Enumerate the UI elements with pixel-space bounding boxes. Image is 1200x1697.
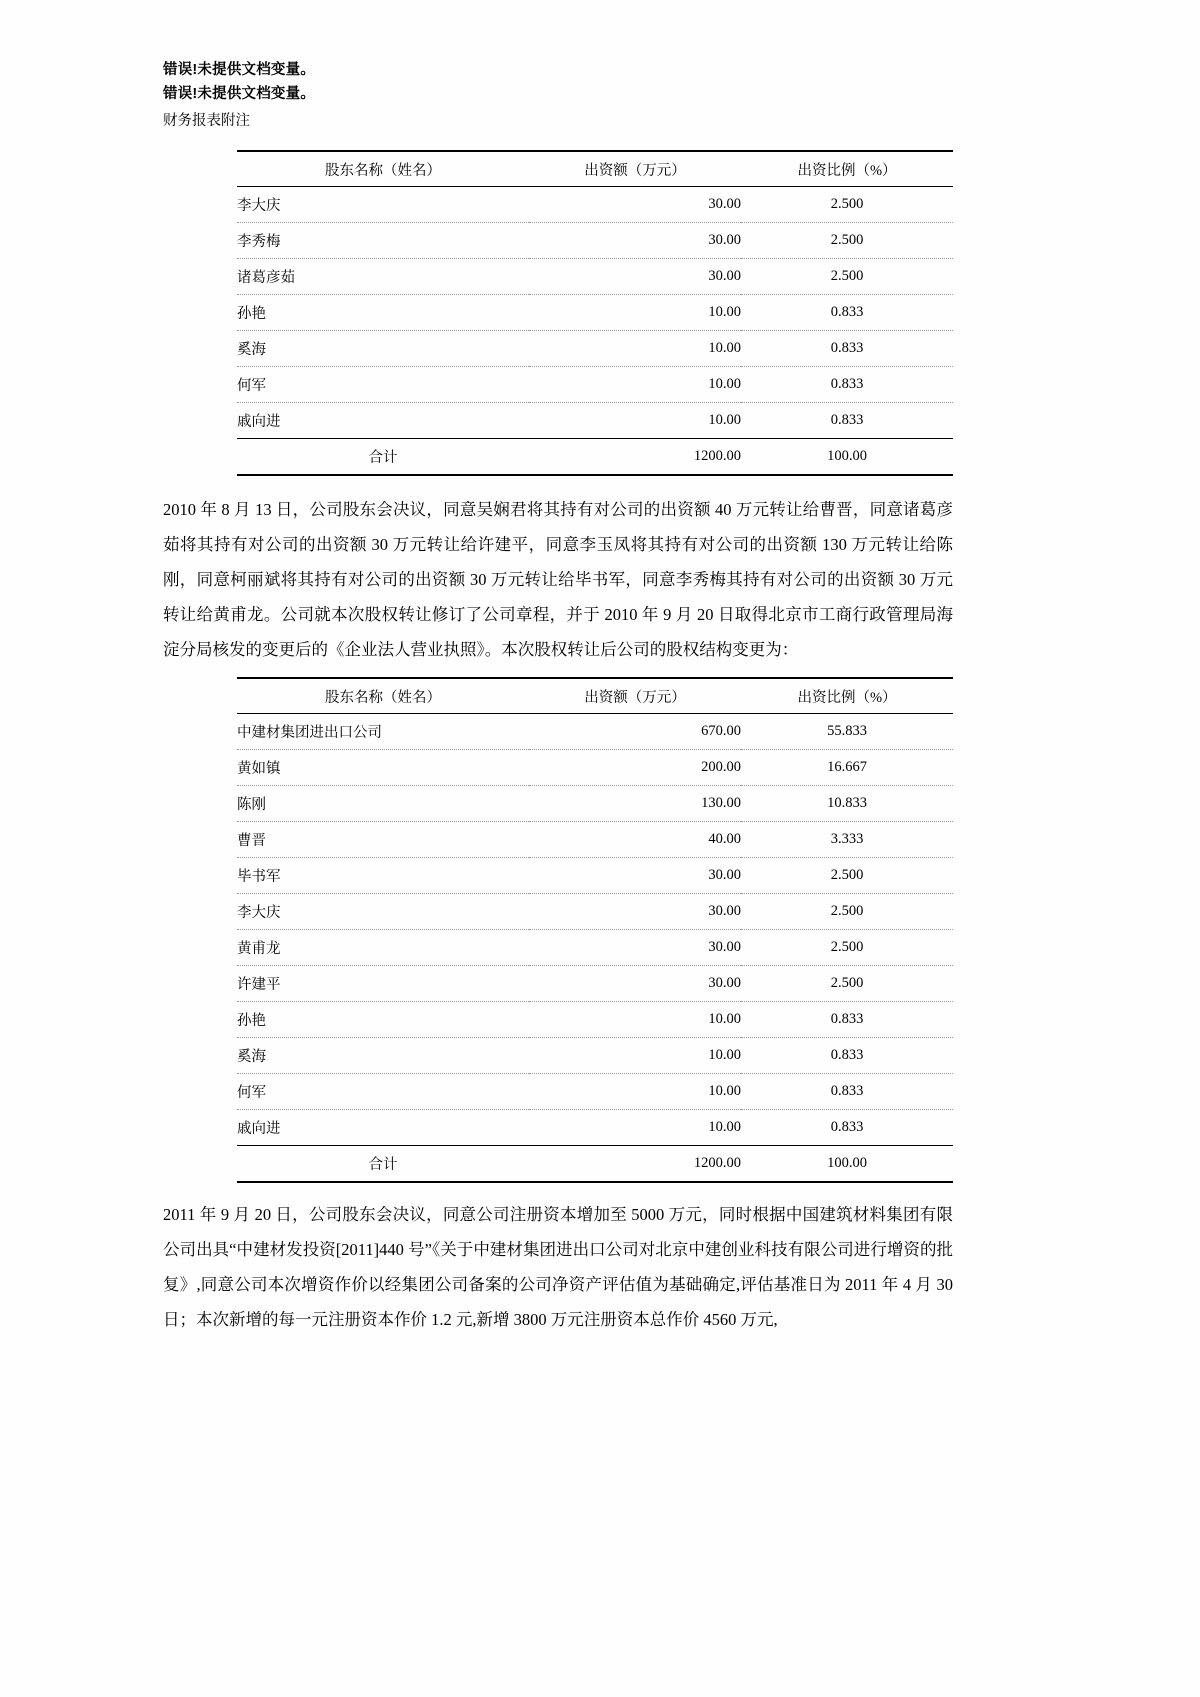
cell-percent: 0.833 [830,340,864,356]
table-row [237,714,953,750]
cell-percent: 0.833 [830,1083,864,1099]
cell-amount: 30.00 [708,268,741,284]
cell-amount: 10.00 [708,1119,741,1135]
table-header-row [237,678,953,714]
cell-total-percent: 100.00 [827,448,867,464]
cell-percent: 2.500 [830,867,864,883]
page-content [163,58,953,1337]
table-row [237,750,953,786]
cell-amount: 200.00 [701,759,741,775]
table-row [237,331,953,367]
cell-amount: 10.00 [708,376,741,392]
cell-amount: 10.00 [708,340,741,356]
cell-percent: 2.500 [830,975,864,991]
column-header-percent: 出资比例（%） [797,689,897,706]
cell-percent: 2.500 [830,232,864,248]
table-row [237,894,953,930]
cell-name: 奚海 [237,1049,266,1065]
cell-percent: 2.500 [830,196,864,212]
table-row [237,822,953,858]
cell-name: 陈刚 [237,797,266,813]
cell-name: 李秀梅 [237,234,281,250]
table-row [237,1074,953,1110]
paragraph-equity-transfer-2010: 2010 年 8 月 13 日，公司股东会决议，同意吴娴君将其持有对公司的出资额 40 万元转让给曹晋，同意诸葛彦茹将其持有对公司的出资额 30 万元转让给许建平，同意李玉凤将其持有对公司的出资额 130 万元转让给陈刚，同意柯丽斌将其持有对公司的出资额 30 万元转让给毕书军，同意李秀梅其持有对公司的出资额 30 万元转让给黄甫龙。公司就本次股权转让修订了公司章程，并于 2010 年 9 月 20 日取得北京市工商行政管理局海淀分局核发的变更后的《企业法人营业执照》。本次股权转让后公司的股权结构变更为： [163,500,954,659]
cell-percent: 10.833 [827,795,867,811]
column-header-amount: 出资额（万元） [584,689,686,706]
paragraph-capital-increase-2011: 2011 年 9 月 20 日，公司股东会决议，同意公司注册资本增加至 5000 万元，同时根据中国建筑材料集团有限公司出具“中建材发投资[2011]440 号”《关于中建材集团进出口公司对北京中建创业科技有限公司进行增资的批复》,同意公司本次增资作价以经集团公司备案的公司净资产评估值为基础确定,评估基准日为 2011 年 4 月 30 日；本次新增的每一元注册资本作价 1.2 元,新增 3800 万元注册资本总作价 4560 万元, [163,1205,953,1329]
column-header-name: 股东名称（姓名） [325,689,441,706]
table-total-row [237,1146,953,1183]
cell-percent: 55.833 [827,723,867,739]
table-row [237,187,953,223]
cell-name: 孙艳 [237,306,266,322]
header-line-2: 错误!未提供文档变量。 [163,86,316,102]
cell-percent: 0.833 [830,376,864,392]
cell-amount: 10.00 [708,304,741,320]
table-row [237,930,953,966]
cell-total-label: 合计 [368,1157,398,1173]
table-row [237,403,953,439]
cell-amount: 10.00 [708,1047,741,1063]
cell-name: 曹晋 [237,833,266,849]
cell-amount: 670.00 [701,723,741,739]
cell-name: 黄甫龙 [237,941,281,957]
cell-name: 许建平 [237,977,281,993]
cell-total-label: 合计 [368,450,398,466]
cell-percent: 0.833 [830,1011,864,1027]
cell-amount: 10.00 [708,1083,741,1099]
table-row [237,1110,953,1146]
cell-percent: 0.833 [830,304,864,320]
header-line-1: 错误!未提供文档变量。 [163,62,316,78]
cell-amount: 40.00 [708,831,741,847]
table-header-row [237,151,953,187]
cell-name: 诸葛彦茹 [237,270,295,286]
cell-name: 何军 [237,378,266,394]
shareholder-table-after [237,677,953,1183]
cell-name: 李大庆 [237,198,281,214]
cell-name: 何军 [237,1085,266,1101]
column-header-name: 股东名称（姓名） [325,162,441,179]
cell-amount: 10.00 [708,412,741,428]
shareholder-table-before [237,150,953,476]
table-row [237,1038,953,1074]
cell-name: 中建材集团进出口公司 [237,725,382,741]
cell-percent: 16.667 [827,759,867,775]
cell-amount: 10.00 [708,1011,741,1027]
cell-amount: 30.00 [708,196,741,212]
table-row [237,223,953,259]
table-row [237,786,953,822]
cell-name: 黄如镇 [237,761,281,777]
cell-name: 奚海 [237,342,266,358]
cell-amount: 30.00 [708,232,741,248]
table-row [237,367,953,403]
table-row [237,259,953,295]
cell-percent: 3.333 [830,831,864,847]
cell-total-amount: 1200.00 [693,448,741,464]
cell-total-percent: 100.00 [827,1155,867,1171]
cell-percent: 0.833 [830,1047,864,1063]
table-row [237,858,953,894]
cell-name: 戚向进 [237,414,281,430]
cell-amount: 30.00 [708,975,741,991]
cell-amount: 130.00 [701,795,741,811]
cell-name: 戚向进 [237,1121,281,1137]
table-total-row [237,439,953,476]
cell-percent: 2.500 [830,268,864,284]
column-header-amount: 出资额（万元） [584,162,686,179]
cell-name: 李大庆 [237,905,281,921]
cell-amount: 30.00 [708,867,741,883]
table-row [237,966,953,1002]
cell-percent: 2.500 [830,939,864,955]
table-row [237,295,953,331]
cell-percent: 2.500 [830,903,864,919]
column-header-percent: 出资比例（%） [797,162,897,179]
cell-percent: 0.833 [830,412,864,428]
cell-name: 毕书军 [237,869,281,885]
cell-percent: 0.833 [830,1119,864,1135]
cell-total-amount: 1200.00 [693,1155,741,1171]
header-line-3: 财务报表附注 [163,113,250,129]
cell-amount: 30.00 [708,939,741,955]
table-row [237,1002,953,1038]
cell-name: 孙艳 [237,1013,266,1029]
cell-amount: 30.00 [708,903,741,919]
